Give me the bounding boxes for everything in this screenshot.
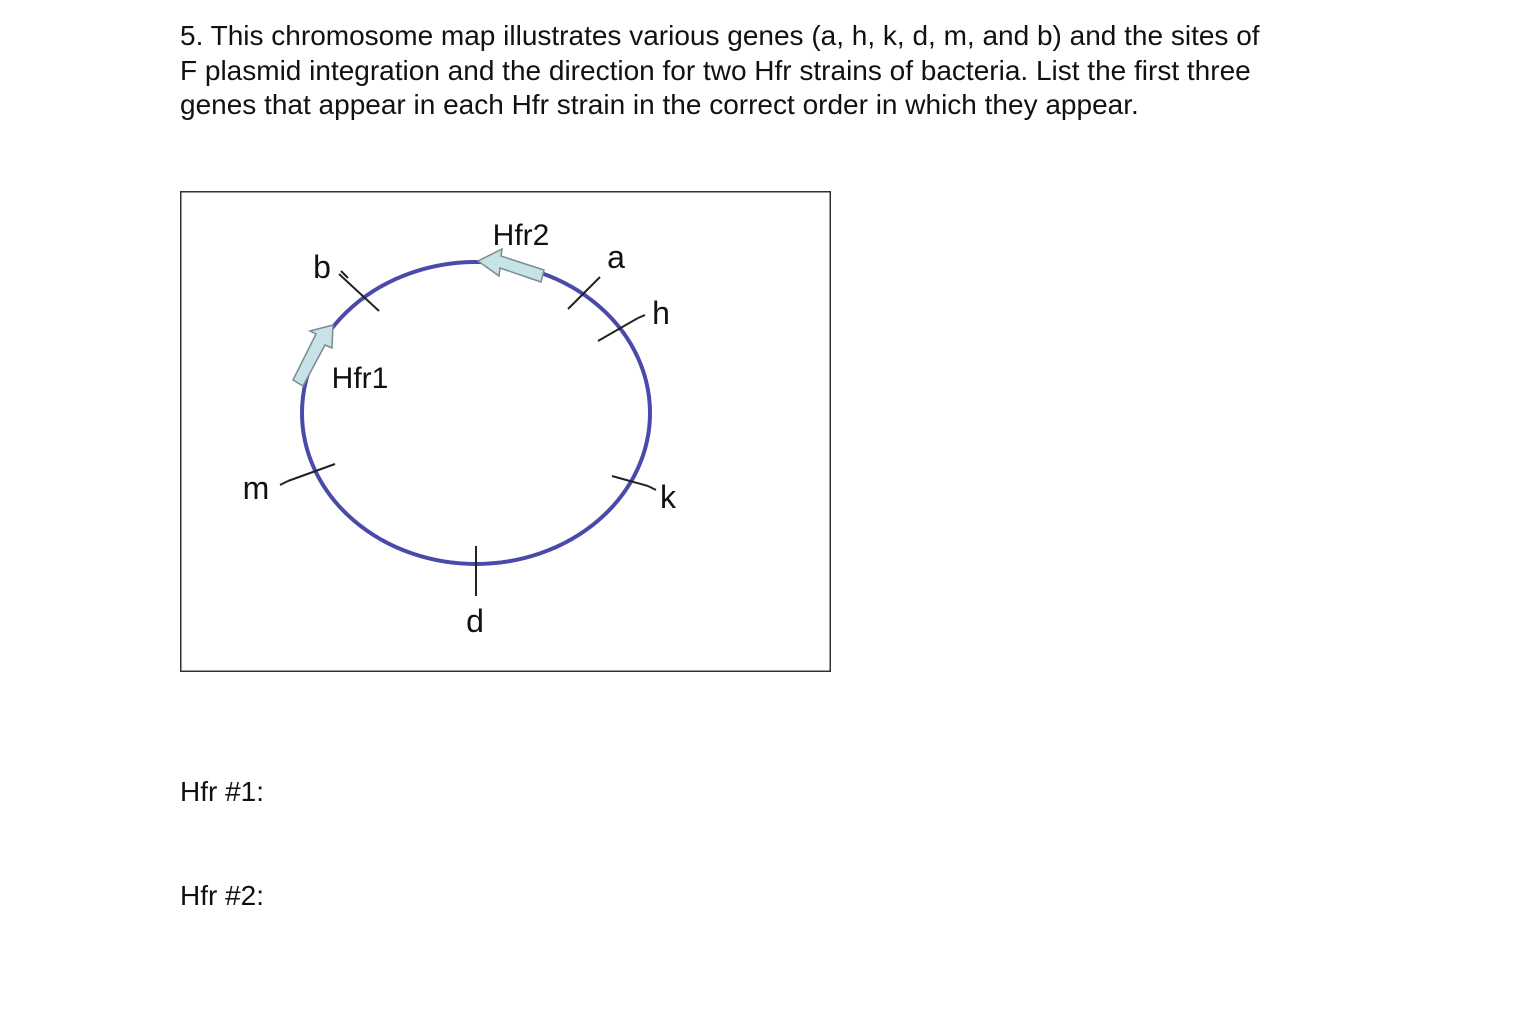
gene-label-a: a (607, 239, 625, 275)
gene-label-h: h (652, 295, 670, 331)
hfr1-label: Hfr1 (331, 362, 389, 395)
gene-label-m: m (242, 470, 270, 506)
answer-label-hfr2: Hfr #2: (180, 880, 265, 911)
chromosome-map-figure (180, 191, 831, 672)
chromosome-map-svg (180, 191, 831, 672)
gene-label-b: b (313, 249, 331, 285)
question-line-2: F plasmid integration and the direction for two Hfr strains of bacteria. List the first three (180, 54, 1251, 86)
hfr2-label: Hfr2 (492, 219, 550, 252)
question-line-3: genes that appear in each Hfr strain in the correct order in which they appear. (180, 89, 1139, 120)
gene-label-k: k (660, 479, 676, 515)
answer-label-hfr1: Hfr #1: (180, 776, 265, 807)
question-text (180, 19, 1380, 123)
gene-label-d: d (466, 603, 484, 639)
question-line-1: 5. This chromosome map illustrates various genes (a, h, k, d, m, and b) and the sites of (180, 20, 1260, 51)
